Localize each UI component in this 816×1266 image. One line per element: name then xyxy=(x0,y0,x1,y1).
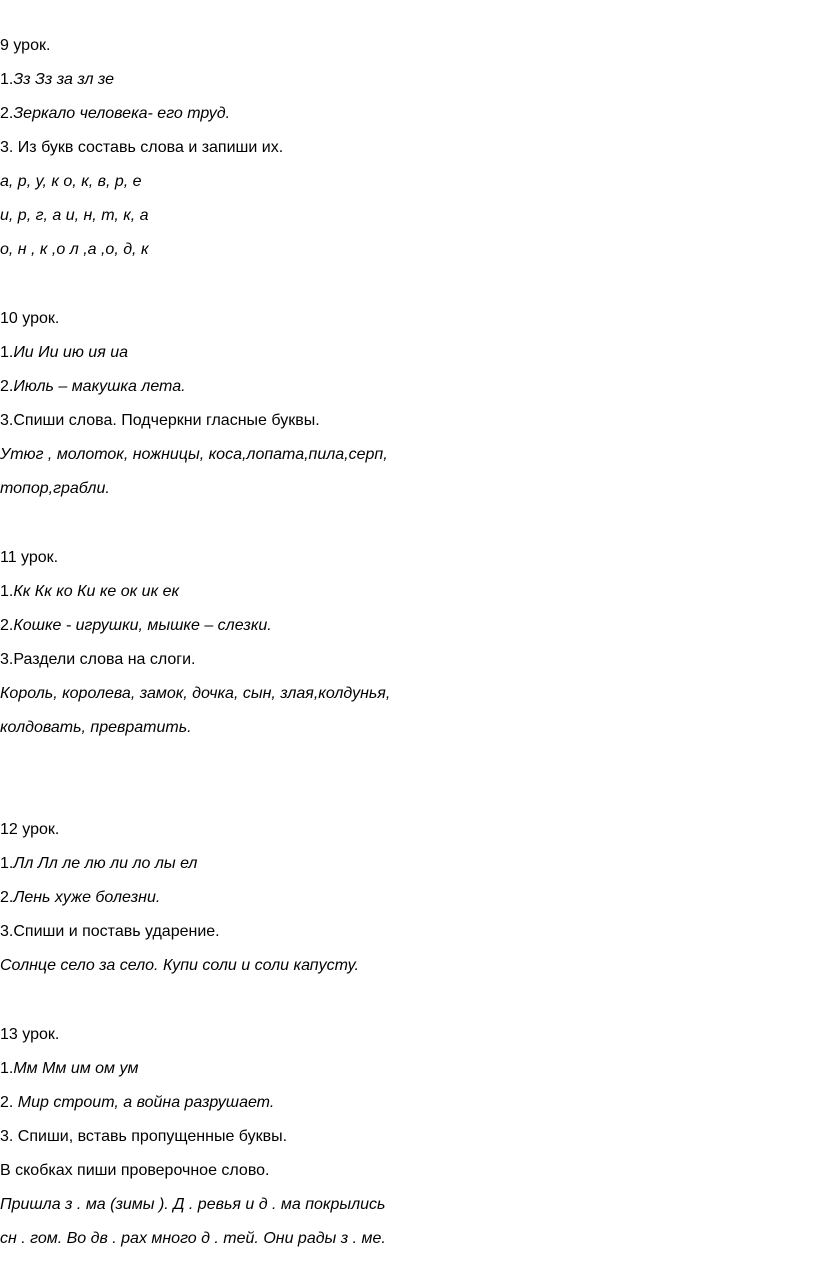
lesson-9-line-2 xyxy=(0,104,230,124)
line-number: 1. xyxy=(0,71,14,88)
lesson-9-line-1 xyxy=(0,70,114,90)
lesson-10-line-1 xyxy=(0,343,128,363)
lesson-12-line-4: Солнце село за село. Купи соли и соли капусту. xyxy=(0,957,359,974)
line-number: 2. xyxy=(0,617,14,634)
line-text: Лень хуже болезни. xyxy=(13,889,161,906)
lesson-12-line-1 xyxy=(0,854,197,874)
lesson-13-line-2 xyxy=(0,1093,274,1113)
lesson-10-line-4: Утюг , молоток, ножницы, коса,лопата,пила,серп, xyxy=(0,446,388,463)
line-number: 2. xyxy=(0,378,14,395)
lesson-12-title: 12 урок. xyxy=(0,821,60,838)
lesson-13-title: 13 урок. xyxy=(0,1026,60,1043)
lesson-10-line-2 xyxy=(0,377,186,397)
lesson-11-line-5: колдовать, превратить. xyxy=(0,719,192,736)
line-number: 1. xyxy=(0,583,14,600)
line-text: Июль – макушка лета. xyxy=(13,378,186,395)
lesson-11-line-2 xyxy=(0,616,272,636)
line-number: 2. xyxy=(0,105,14,122)
line-number: 1. xyxy=(0,1060,14,1077)
lesson-10-line-5: топор,грабли. xyxy=(0,480,110,497)
line-number: 1. xyxy=(0,855,14,872)
lesson-9-line-6: о, н , к ,о л ,а ,о, д, к xyxy=(0,241,149,258)
line-number: 2. xyxy=(0,889,14,906)
lesson-11-title: 11 урок. xyxy=(0,549,59,566)
lesson-13-line-6: сн . гом. Во дв . рах много д . тей. Они рады з . ме. xyxy=(0,1230,386,1247)
lesson-13-line-3: 3. Спиши, вставь пропущенные буквы. xyxy=(0,1128,288,1145)
lesson-9-line-4: а, р, у, к о, к, в, р, е xyxy=(0,173,142,190)
line-text: Лл Лл ле лю ли ло лы ел xyxy=(13,855,198,872)
lesson-9-title: 9 урок. xyxy=(0,37,51,54)
lesson-11-line-4: Король, королева, замок, дочка, сын, злая,колдунья, xyxy=(0,685,391,702)
lesson-10-line-3: 3.Спиши слова. Подчеркни гласные буквы. xyxy=(0,412,320,429)
lesson-13-line-5: Пришла з . ма (зимы ). Д . ревья и д . ма покрылись xyxy=(0,1196,386,1213)
line-text: Мир строит, а война разрушает. xyxy=(13,1094,275,1111)
lesson-10-title: 10 урок. xyxy=(0,310,60,327)
line-text: Кошке - игрушки, мышке – слезки. xyxy=(13,617,272,634)
line-text: Мм Мм им ом ум xyxy=(13,1060,139,1077)
line-text: Зз Зз за зл зе xyxy=(13,71,115,88)
lesson-12-line-2 xyxy=(0,888,160,908)
line-text: Зеркало человека- его труд. xyxy=(13,105,231,122)
lesson-12-line-3: 3.Спиши и поставь ударение. xyxy=(0,923,220,940)
line-number: 2. xyxy=(0,1094,14,1111)
lesson-9-line-3: 3. Из букв составь слова и запиши их. xyxy=(0,139,284,156)
lesson-11-line-1 xyxy=(0,582,179,602)
line-text: Ии Ии ию ия иа xyxy=(13,344,128,361)
lesson-9-line-5: и, р, г, а и, н, т, к, а xyxy=(0,207,149,224)
line-text: Кк Кк ко Ки ке ок ик ек xyxy=(13,583,180,600)
lesson-13-line-1 xyxy=(0,1059,138,1079)
lesson-11-line-3: 3.Раздели слова на слоги. xyxy=(0,651,196,668)
line-number: 1. xyxy=(0,344,14,361)
lesson-13-line-4: В скобках пиши проверочное слово. xyxy=(0,1162,270,1179)
